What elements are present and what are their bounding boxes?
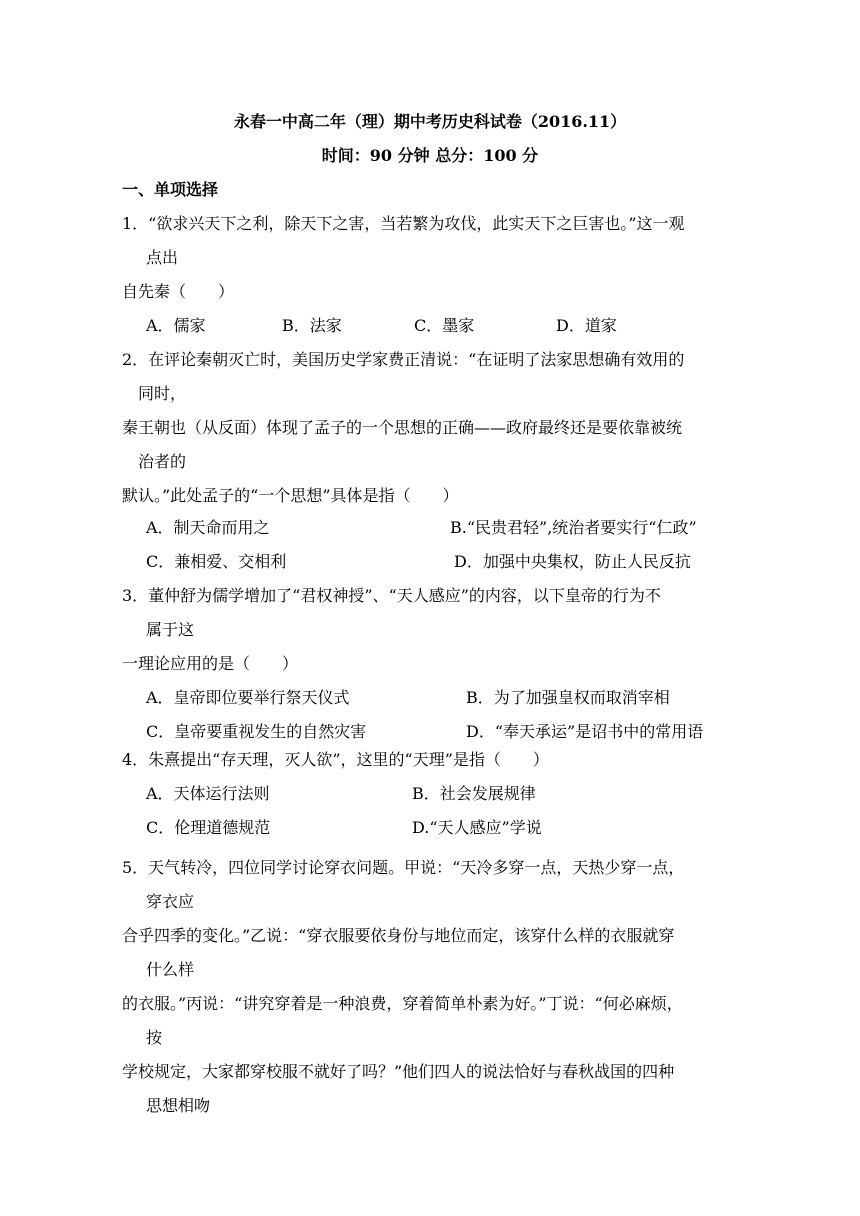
question-text-line: 穿衣应: [146, 892, 195, 911]
question-text-line: 按: [146, 1028, 163, 1047]
question-text-line: 5．天气转冷，四位同学讨论穿衣问题。甲说：“天冷多穿一点，天热少穿一点，: [122, 858, 685, 877]
option-a: A．儒家: [146, 316, 206, 335]
question-text-line: 3．董仲舒为儒学增加了“君权神授”、“天人感应”的内容，以下皇帝的行为不: [122, 586, 661, 605]
option-a: A．制天命而用之: [146, 518, 270, 537]
option-c: C．兼相爱、交相利: [146, 552, 287, 571]
question-text-line: 属于这: [146, 620, 195, 639]
question-text-line: 同时，: [138, 384, 187, 403]
question-text-line: 自先秦（ ）: [122, 282, 235, 301]
option-a: A．天体运行法则: [146, 784, 270, 803]
question-text-line: 一理论应用的是（ ）: [122, 654, 299, 673]
question-text-line: 1．“欲求兴天下之利，除天下之害，当若繁为攻伐，此实天下之巨害也。”这一观: [122, 214, 685, 233]
question-text-line: 2．在评论秦朝灭亡时，美国历史学家费正清说：“在证明了法家思想确有效用的: [122, 350, 685, 369]
option-c: C．皇帝要重视发生的自然灾害: [146, 722, 367, 741]
question-text-line: 学校规定，大家都穿校服不就好了吗？”他们四人的说法恰好与春秋战国的四种: [122, 1062, 675, 1081]
exam-title: 永春一中高二年（理）期中考历史科试卷（2016.11）: [233, 112, 627, 131]
question-text-line: 点出: [146, 248, 179, 267]
question-text-line: 的衣服。”丙说：“讲究穿着是一种浪费，穿着简单朴素为好。”丁说：“何必麻烦，: [122, 994, 683, 1013]
option-d: D.“天人感应”学说: [412, 818, 542, 837]
option-b: B．为了加强皇权而取消宰相: [466, 688, 670, 707]
option-d: D．“奉天承运”是诏书中的常用语: [466, 722, 704, 741]
question-text-line: 合乎四季的变化。”乙说：“穿衣服要依身份与地位而定，该穿什么样的衣服就穿: [122, 926, 675, 945]
section-heading: 一、单项选择: [122, 180, 219, 199]
option-d: D．道家: [556, 316, 617, 335]
question-text-line: 思想相吻: [146, 1096, 211, 1115]
option-b: B．社会发展规律: [412, 784, 536, 803]
option-a: A．皇帝即位要举行祭天仪式: [146, 688, 350, 707]
option-b: B．法家: [282, 316, 342, 335]
option-c: C．墨家: [414, 316, 475, 335]
exam-subtitle: 时间：90 分钟 总分：100 分: [321, 146, 539, 165]
option-b: B.“民贵君轻”,统治者要实行“仁政”: [450, 518, 697, 537]
option-c: C．伦理道德规范: [146, 818, 271, 837]
question-text-line: 4．朱熹提出“存天理，灭人欲”，这里的“天理”是指（ ）: [122, 750, 549, 769]
option-d: D．加强中央集权，防止人民反抗: [454, 552, 691, 571]
question-text-line: 默认。”此处孟子的“一个思想”具体是指（ ）: [122, 486, 459, 505]
question-text-line: 什么样: [146, 960, 195, 979]
question-text-line: 秦王朝也（从反面）体现了孟子的一个思想的正确——政府最终还是要依靠被统: [122, 418, 683, 437]
question-text-line: 治者的: [138, 452, 187, 471]
